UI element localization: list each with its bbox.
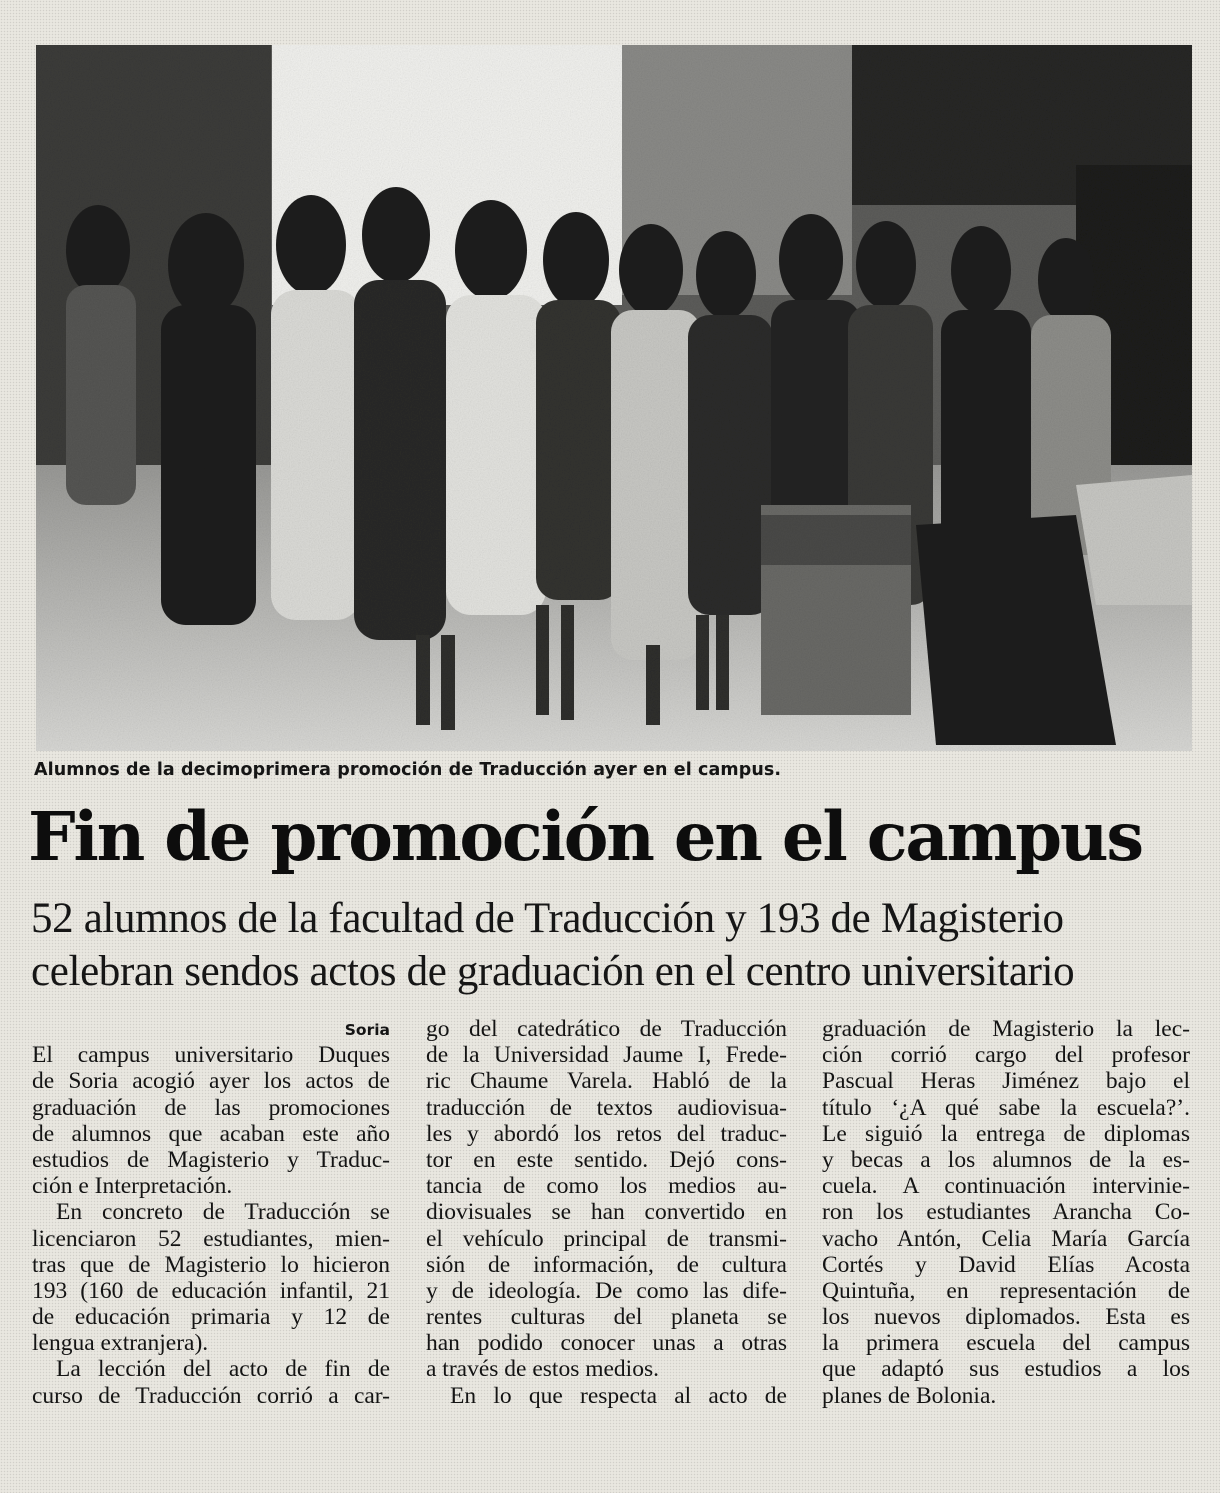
- text-line: y de ideología. De como las dife-: [426, 1277, 787, 1304]
- graduation-group-photo: [36, 45, 1192, 751]
- article-photo: [36, 45, 1192, 751]
- text-line: diovisuales se han convertido en: [426, 1199, 787, 1226]
- text-line: ción e Interpretación.: [32, 1173, 233, 1200]
- text-line: La lección del acto de fin de: [56, 1356, 390, 1383]
- text-line: graduación de Magisterio la lec-: [822, 1016, 1190, 1042]
- text-line: a través de estos medios.: [426, 1356, 659, 1383]
- text-line: de alumnos que acaban este año: [32, 1120, 390, 1147]
- text-line: Le siguió la entrega de diplomas: [822, 1120, 1190, 1147]
- text-line: go del catedrático de Traducción: [426, 1016, 787, 1042]
- article-column-2: [426, 1016, 787, 1409]
- text-line: tor en este sentido. Dejó cons-: [426, 1146, 787, 1173]
- article-column-1: [32, 1016, 390, 1409]
- text-line: lengua extranjera).: [32, 1330, 209, 1357]
- text-line: el vehículo principal de transmi-: [426, 1225, 787, 1252]
- text-line: rentes culturas del planeta se: [426, 1304, 787, 1331]
- text-line: En lo que respecta al acto de: [450, 1382, 787, 1409]
- article-column-3: [822, 1016, 1190, 1409]
- text-line: Cortés y David Elías Acosta: [822, 1251, 1190, 1278]
- text-line: El campus universitario Duques: [32, 1042, 390, 1069]
- text-line: vacho Antón, Celia María García: [822, 1225, 1190, 1252]
- text-line: ción corrió cargo del profesor: [822, 1042, 1190, 1069]
- text-line: que adaptó sus estudios a los: [822, 1356, 1190, 1383]
- text-line: traducción de textos audiovisua-: [426, 1094, 787, 1121]
- subheadline-line: 52 alumnos de la facultad de Traducción y 193 de Magisterio: [31, 895, 1064, 942]
- text-line: graduación de las promociones: [32, 1094, 390, 1121]
- text-line: cuela. A continuación intervinie-: [822, 1173, 1190, 1200]
- subheadline: [31, 892, 1201, 998]
- text-line: de la Universidad Jaume I, Frede-: [426, 1042, 787, 1069]
- text-line: han podido conocer unas a otras: [426, 1330, 787, 1357]
- text-line: En concreto de Traducción se: [56, 1199, 390, 1226]
- photo-caption: Alumnos de la decimoprimera promoción de Traducción ayer en el campus.: [34, 760, 782, 780]
- text-line: ric Chaume Varela. Habló de la: [426, 1068, 787, 1095]
- text-line: 193 (160 de educación infantil, 21: [32, 1277, 390, 1304]
- text-line: tancia de como los medios au-: [426, 1173, 787, 1200]
- text-line: licenciaron 52 estudiantes, mien-: [32, 1225, 390, 1252]
- text-line: Quintuña, en representación de: [822, 1277, 1190, 1304]
- text-line: título ‘¿A qué sabe la escuela?’.: [822, 1094, 1190, 1121]
- text-line: curso de Traducción corrió a car-: [32, 1382, 390, 1409]
- text-line: ron los estudiantes Arancha Co-: [822, 1199, 1190, 1226]
- subheadline-line: celebran sendos actos de graduación en el centro universitario: [31, 948, 1075, 995]
- text-line: tras que de Magisterio lo hicieron: [32, 1251, 390, 1278]
- text-line: la primera escuela del campus: [822, 1330, 1190, 1357]
- text-line: sión de información, de cultura: [426, 1251, 787, 1278]
- text-line: de educación primaria y 12 de: [32, 1304, 390, 1331]
- text-line: planes de Bolonia.: [822, 1382, 997, 1409]
- text-line: de Soria acogió ayer los actos de: [32, 1068, 390, 1095]
- headline: Fin de promoción en el campus: [28, 797, 1142, 876]
- text-line: estudios de Magisterio y Traduc-: [32, 1146, 390, 1173]
- text-line: los nuevos diplomados. Esta es: [822, 1304, 1190, 1331]
- text-line: Pascual Heras Jiménez bajo el: [822, 1068, 1190, 1095]
- text-line: y becas a los alumnos de la es-: [822, 1146, 1190, 1173]
- text-line: les y abordó los retos del traduc-: [426, 1120, 787, 1147]
- byline: Soria: [344, 1021, 390, 1039]
